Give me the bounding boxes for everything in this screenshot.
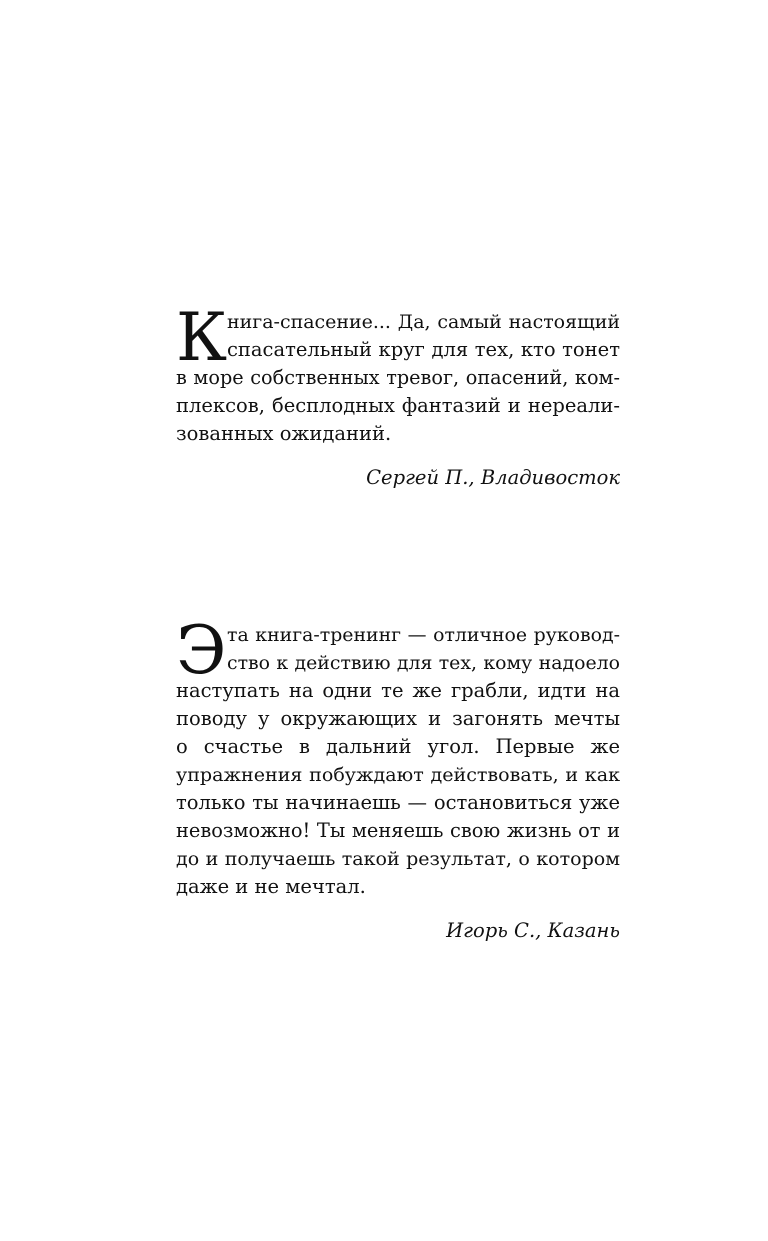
quote-line: зованных ожиданий. <box>176 422 392 445</box>
quote-line: наступать на одни те же грабли, идти на <box>176 679 620 702</box>
quote-line: поводу у окружающих и загонять мечты <box>176 707 620 730</box>
quote-line: только ты начинаешь — остановиться уже <box>176 791 620 814</box>
quote-signature: Сергей П., Владивосток <box>366 466 620 489</box>
quote-line: ство к действию для тех, кому надоело <box>227 652 620 674</box>
quote-line: в море собственных тревог, опасений, ком- <box>176 366 620 389</box>
quote-line: нига-спасение... Да, самый настоящий <box>227 311 620 333</box>
quote-line: невозможно! Ты меняешь свою жизнь от и <box>176 819 620 842</box>
testimonial-2 <box>176 612 620 945</box>
quote-line: о счастье в дальний угол. Первые же <box>176 735 620 758</box>
quote-line: та книга-тренинг — отличное руковод- <box>227 624 620 646</box>
quote-line: спасательный круг для тех, кто тонет <box>227 338 620 361</box>
quote-line: плексов, бесплодных фантазий и нереали- <box>176 394 620 417</box>
quote-signature: Игорь С., Казань <box>446 919 620 942</box>
testimonial-1 <box>176 299 620 492</box>
quote-line: даже и не мечтал. <box>176 875 366 898</box>
drop-cap: К <box>176 299 228 376</box>
quote-line: до и получаешь такой результат, о котором <box>176 848 620 870</box>
drop-cap: Э <box>176 612 227 689</box>
quote-line: упражнения побуждают действовать, и как <box>176 764 620 786</box>
